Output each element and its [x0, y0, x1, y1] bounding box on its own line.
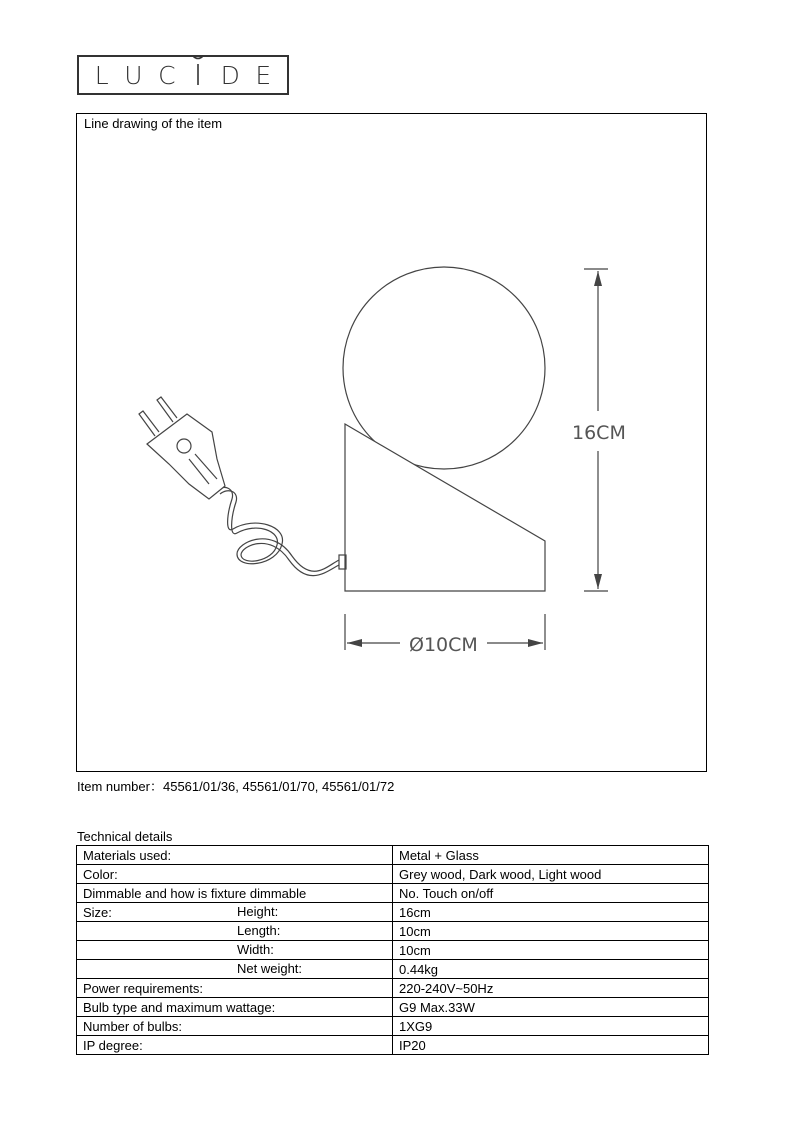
spec-key: Power requirements: — [77, 979, 393, 998]
spec-value: IP20 — [393, 1036, 709, 1055]
diameter-label: Ø10CM — [409, 634, 478, 656]
table-row — [77, 846, 709, 865]
logo-i-glyph-icon — [191, 54, 205, 88]
spec-value: G9 Max.33W — [393, 998, 709, 1017]
logo-letter: D — [220, 60, 240, 90]
table-row — [77, 922, 709, 941]
table-row — [77, 960, 709, 979]
spec-key: Number of bulbs: — [77, 1017, 393, 1036]
spec-key: IP degree: — [77, 1036, 393, 1055]
lamp-base — [345, 424, 545, 591]
spec-value: 10cm — [393, 941, 709, 960]
logo-letter: L — [94, 60, 109, 90]
spec-key: Color: — [77, 865, 393, 884]
spec-key: Size: Height: — [77, 903, 393, 922]
drawing-caption: Line drawing of the item — [84, 116, 223, 131]
power-cord — [217, 487, 339, 571]
plug-prong — [139, 411, 159, 436]
spec-value: 1XG9 — [393, 1017, 709, 1036]
spec-key: Materials used: — [77, 846, 393, 865]
table-row — [77, 998, 709, 1017]
table-row — [77, 979, 709, 998]
spec-value: Grey wood, Dark wood, Light wood — [393, 865, 709, 884]
spec-key: Width: — [77, 941, 393, 960]
logo-letter: U — [124, 60, 143, 90]
spec-key: Dimmable and how is fixture dimmable — [77, 884, 393, 903]
spec-value: No. Touch on/off — [393, 884, 709, 903]
spec-value: 0.44kg — [393, 960, 709, 979]
table-row — [77, 884, 709, 903]
spec-key: Length: — [77, 922, 393, 941]
logo-letters — [79, 57, 287, 93]
spec-value: 16cm — [393, 903, 709, 922]
spec-value: 10cm — [393, 922, 709, 941]
table-row — [77, 1036, 709, 1055]
table-row — [77, 1017, 709, 1036]
plug-prong — [157, 397, 177, 422]
height-label: 16CM — [572, 422, 626, 444]
item-number — [77, 776, 394, 795]
spec-value: Metal + Glass — [393, 846, 709, 865]
spec-key: Net weight: — [77, 960, 393, 979]
technical-details-heading: Technical details — [77, 829, 173, 844]
lamp-line-drawing — [77, 114, 706, 771]
item-number-value: 45561/01/36, 45561/01/70, 45561/01/72 — [162, 779, 395, 794]
table-row — [77, 941, 709, 960]
logo-letter: E — [255, 60, 272, 90]
table-row — [77, 903, 709, 922]
spec-value: 220-240V~50Hz — [393, 979, 709, 998]
technical-details-table — [76, 845, 709, 1055]
plug-body — [147, 414, 225, 499]
logo-letter: C — [158, 60, 176, 90]
line-drawing-panel — [76, 113, 707, 772]
logo-letter-i — [191, 62, 205, 88]
glass-globe — [343, 267, 545, 469]
lucide-logo — [77, 55, 289, 95]
table-row — [77, 865, 709, 884]
spec-key: Bulb type and maximum wattage: — [77, 998, 393, 1017]
item-number-label: Item number： — [77, 779, 163, 794]
